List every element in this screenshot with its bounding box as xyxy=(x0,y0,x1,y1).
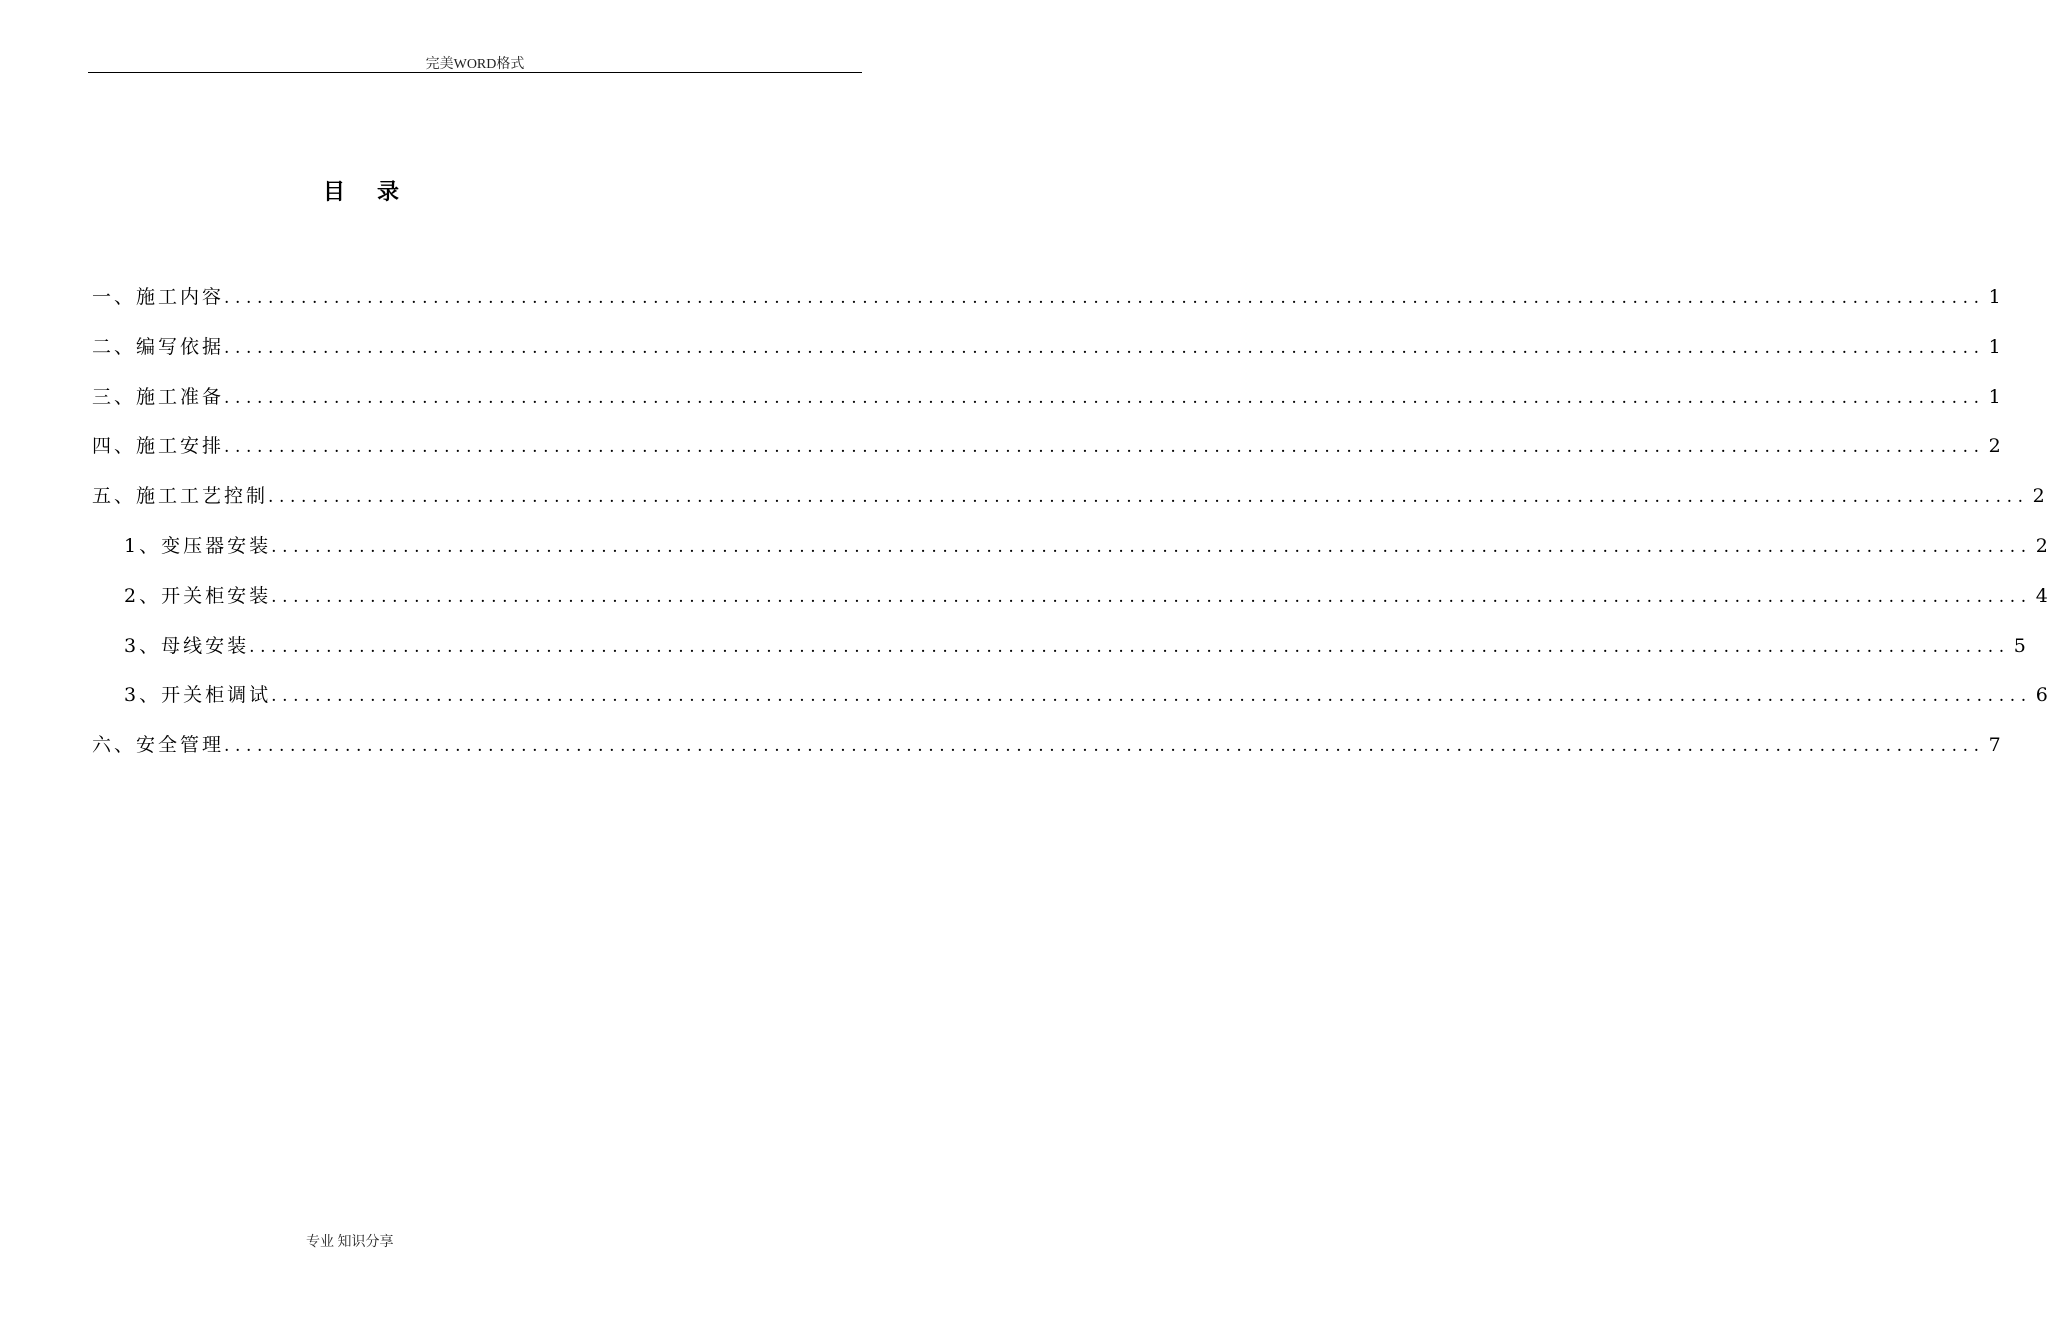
toc-entry-page-number: 4 xyxy=(2035,584,2048,607)
toc-entry-label: 2、开关柜安装 xyxy=(124,584,272,607)
toc-entry-page-number: 2 xyxy=(1988,435,2001,458)
toc-entry-label: 五、施工工艺控制 xyxy=(92,485,269,508)
toc-title: 目录 xyxy=(323,180,432,205)
toc-entry-label: 1、变压器安装 xyxy=(124,534,272,557)
toc-entry-label: 3、母线安装 xyxy=(124,634,250,657)
toc-entry[interactable] xyxy=(92,332,2001,382)
toc-dot-leader: ................................................................................................................................................................ xyxy=(271,686,2032,707)
toc-entry-label: 3、开关柜调试 xyxy=(124,684,272,707)
toc-entry-page-number: 2 xyxy=(2035,534,2048,557)
page-header: 完美WORD格式 xyxy=(425,57,525,72)
toc-entry[interactable] xyxy=(92,382,2001,432)
toc-entry-page-number: 2 xyxy=(2032,485,2045,508)
toc-entry-label: 四、施工安排 xyxy=(92,435,225,458)
toc-entry[interactable] xyxy=(92,581,2048,631)
toc-dot-leader: ................................................................................................................................................................ xyxy=(224,387,1985,408)
toc-entry[interactable] xyxy=(92,631,2026,681)
toc-dot-leader: ................................................................................................................................................................ xyxy=(224,437,1985,458)
toc-entry[interactable] xyxy=(92,431,2001,481)
toc-dot-leader: ................................................................................................................................................................ xyxy=(224,736,1985,757)
toc-entry-label: 三、施工准备 xyxy=(92,385,225,408)
toc-entry-page-number: 1 xyxy=(1988,335,2001,358)
toc-entry[interactable] xyxy=(92,680,2048,730)
toc-dot-leader: ................................................................................................................................................................ xyxy=(224,337,1985,358)
toc-entry-label: 六、安全管理 xyxy=(92,734,225,757)
toc-entry-label: 一、施工内容 xyxy=(92,286,225,308)
toc-entry-page-number: 7 xyxy=(1988,734,2001,757)
toc-entry-page-number: 1 xyxy=(1988,385,2001,408)
toc-dot-leader: ................................................................................................................................................................ xyxy=(271,536,2032,557)
toc-entry[interactable] xyxy=(92,282,2001,332)
toc-dot-leader: ................................................................................................................................................................ xyxy=(271,586,2032,607)
page-footer: 专业 知识分享 xyxy=(306,1235,394,1250)
toc-entry-page-number: 5 xyxy=(2013,634,2026,657)
toc-dot-leader: ................................................................................................................................................................ xyxy=(268,487,2029,508)
table-of-contents xyxy=(92,282,2048,780)
toc-entry-label: 二、编写依据 xyxy=(92,335,225,358)
toc-entry[interactable] xyxy=(92,730,2001,780)
toc-entry[interactable] xyxy=(92,481,2045,531)
header-divider xyxy=(88,72,862,73)
toc-entry[interactable] xyxy=(92,531,2048,581)
toc-entry-page-number: 1 xyxy=(1988,286,2001,308)
toc-dot-leader: ................................................................................................................................................................ xyxy=(249,636,2010,657)
toc-dot-leader: ................................................................................................................................................................ xyxy=(224,288,1985,308)
toc-entry-page-number: 6 xyxy=(2035,684,2048,707)
